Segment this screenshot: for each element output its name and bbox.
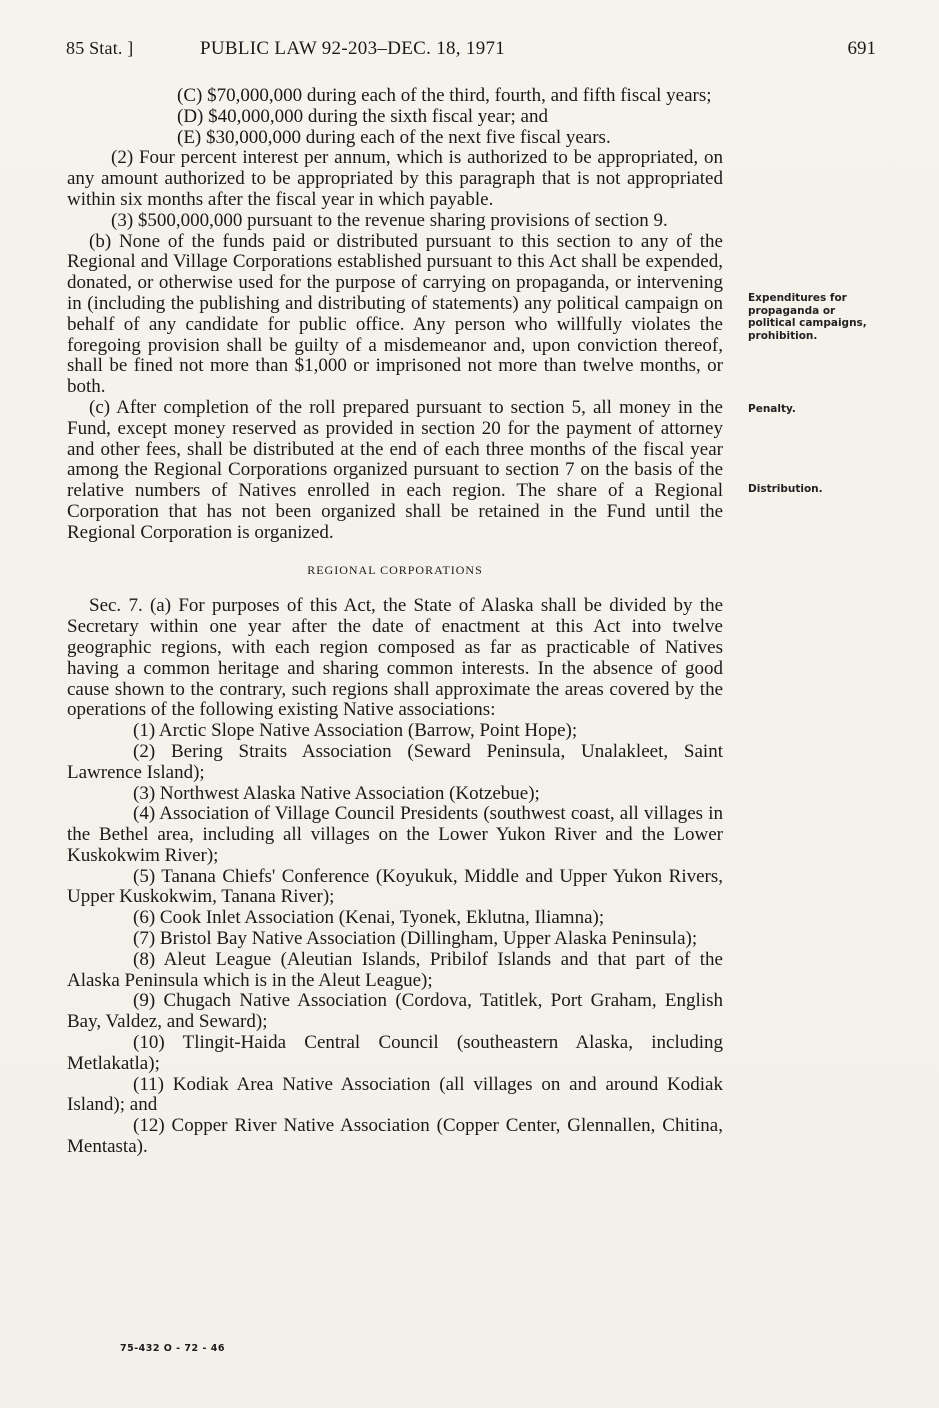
footer-print-code: 75-432 O - 72 - 46 <box>120 1343 225 1354</box>
association-item: (12) Copper River Native Association (Copper Center, Glennallen, Chitina, Mentasta). <box>67 1115 723 1158</box>
page-title: PUBLIC LAW 92-203–DEC. 18, 1971 <box>200 38 506 59</box>
margin-note-expenditures: Expenditures for propaganda or political campaigns, prohibition. <box>748 292 867 342</box>
association-item: (2) Bering Straits Association (Seward Peninsula, Unalakleet, Saint Lawrence Island); <box>67 740 723 783</box>
page-header <box>66 38 876 64</box>
association-item: (11) Kodiak Area Native Association (all villages on and around Kodiak Island); and <box>67 1073 723 1116</box>
association-item: (9) Chugach Native Association (Cordova, Tatitlek, Port Graham, English Bay, Valdez, and Seward); <box>67 990 723 1033</box>
paragraph-2: (2) Four percent interest per annum, which is authorized to be appropriated, on any amount authorized to be appropriated by this paragraph that is not appropriated within six months after the fiscal year in which payable. <box>67 147 723 210</box>
paragraph-e: (E) $30,000,000 during each of the next five fiscal years. <box>177 126 611 148</box>
section-7-intro: Sec. 7. (a) For purposes of this Act, the State of Alaska shall be divided by the Secretary within one year after the date of enactment at this Act into twelve geographic regions, with each region composed as far as practicable of Natives having a common heritage and sharing common interests. In the absence of good cause shown to the contrary, such regions shall approximate the areas covered by the operations of the following existing Native associations: <box>67 595 723 721</box>
association-item: (10) Tlingit-Haida Central Council (southeastern Alaska, including Metlakatla); <box>67 1032 723 1074</box>
page-number: 691 <box>847 38 876 59</box>
paragraph-c: (C) $70,000,000 during each of the third, fourth, and fifth fiscal years; <box>177 85 712 106</box>
statute-reference: 85 Stat. ] <box>66 38 134 58</box>
association-item: (7) Bristol Bay Native Association (Dillingham, Upper Alaska Peninsula); <box>133 928 698 950</box>
paragraph-c-distribution: (c) After completion of the roll prepared pursuant to section 5, all money in the Fund, except money reserved as provided in section 20 for the payment of attorney and other fees, shall be distributed at the end of each three months of the fiscal year among the Regional Corporations organized pursuant to section 7 on the basis of the relative numbers of Natives enrolled in each region. The share of a Regional Corporation that has not been organized shall be retained in the Fund until the Regional Corporation is organized. <box>67 396 723 543</box>
margin-note-distribution: Distribution. <box>748 483 823 495</box>
association-item: (1) Arctic Slope Native Association (Barrow, Point Hope); <box>133 720 578 742</box>
section-heading: REGIONAL CORPORATIONS <box>307 562 483 577</box>
association-item: (5) Tanana Chiefs' Conference (Koyukuk, Middle and Upper Yukon Rivers, Upper Kuskokwim, Tanana River); <box>67 865 723 908</box>
association-item: (4) Association of Village Council Presidents (southwest coast, all villages in the Bethel area, including all villages on the Lower Yukon River and the Lower Kuskokwim River); <box>67 803 723 866</box>
margin-note-penalty: Penalty. <box>748 403 796 415</box>
paragraph-b: (b) None of the funds paid or distributed pursuant to this section to any of the Regional and Village Corporations established pursuant to this Act shall be expended, donated, or otherwise used for the purpose of carrying on propaganda, or intervening in (including the publishing and distributing of statements) any political campaign on behalf of any candidate for public office. Any person who willfully violates the foregoing provision shall be guilty of a misdemeanor and, upon conviction thereof, shall be fined not more than $1,000 or imprisoned not more than twelve months, or both. <box>67 230 723 398</box>
association-item: (3) Northwest Alaska Native Association (Kotzebue); <box>133 782 540 804</box>
paragraph-d: (D) $40,000,000 during the sixth fiscal year; and <box>177 105 548 127</box>
association-item: (8) Aleut League (Aleutian Islands, Pribilof Islands and that part of the Alaska Peninsula which is in the Aleut League); <box>67 948 723 991</box>
paragraph-3: (3) $500,000,000 pursuant to the revenue sharing provisions of section 9. <box>111 209 668 231</box>
body-text <box>67 86 723 1158</box>
association-item: (6) Cook Inlet Association (Kenai, Tyonek, Eklutna, Iliamna); <box>133 907 605 929</box>
